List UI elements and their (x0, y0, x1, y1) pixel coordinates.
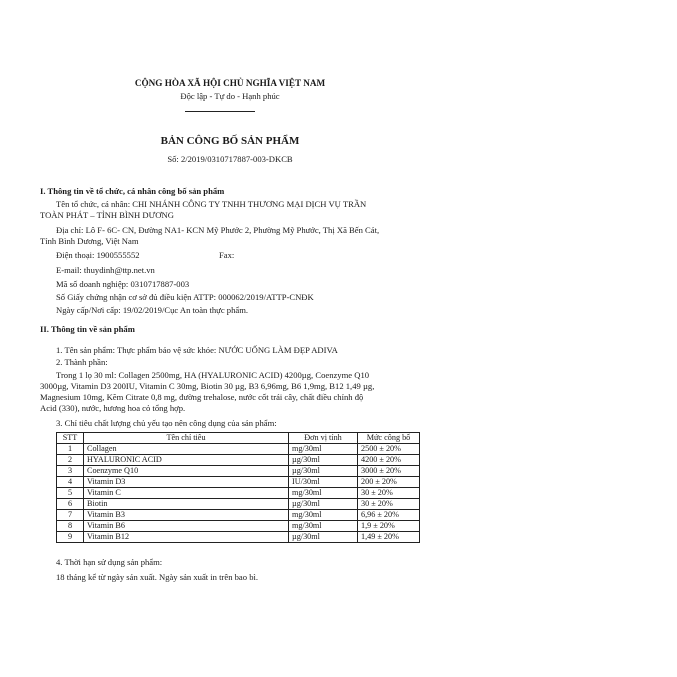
nation-header: CỘNG HÒA XÃ HỘI CHỦ NGHĨA VIỆT NAM (134, 78, 326, 88)
cell-stt: 8 (57, 521, 84, 532)
header-stt: STT (57, 433, 84, 444)
cell-level: 6,96 ± 20% (358, 510, 420, 521)
org-line-2: TOÀN PHÁT – TỈNH BÌNH DƯƠNG (40, 210, 174, 220)
cell-level: 200 ± 20% (358, 477, 420, 488)
cell-unit: µg/30ml (289, 532, 358, 543)
cell-name: Coenzyme Q10 (84, 466, 289, 477)
address-line-1: Địa chỉ: Lô F- 6C- CN, Đường NA1- KCN Mỹ Phước 2, Phường Mỹ Phước, Thị Xã Bến Cát, (56, 225, 380, 235)
cell-unit: IU/30ml (289, 477, 358, 488)
header-name: Tên chỉ tiêu (84, 433, 289, 444)
cell-name: Vitamin D3 (84, 477, 289, 488)
cell-name: Collagen (84, 444, 289, 455)
certificate: Số Giấy chứng nhận cơ sở đủ điều kiện ATTP: 000062/2019/ATTP-CNĐK (56, 292, 314, 302)
header-divider (185, 111, 255, 112)
table-row (57, 521, 420, 532)
document-title: BẢN CÔNG BỐ SẢN PHẨM (160, 135, 300, 147)
cell-level: 30 ± 20% (358, 499, 420, 510)
cell-name: Vitamin B6 (84, 521, 289, 532)
cell-level: 30 ± 20% (358, 488, 420, 499)
tax-code: Mã số doanh nghiệp: 0310717887-003 (56, 279, 190, 289)
cell-level: 3000 ± 20% (358, 466, 420, 477)
quality-table (56, 432, 420, 543)
motto: Độc lập - Tự do - Hạnh phúc (180, 91, 280, 101)
cell-name: Vitamin C (84, 488, 289, 499)
cell-stt: 9 (57, 532, 84, 543)
product-name: 1. Tên sản phẩm: Thực phẩm bảo vệ sức khỏe: NƯỚC UỐNG LÀM ĐẸP ADIVA (56, 345, 338, 355)
ingredients-line-1: Trong 1 lọ 30 ml: Collagen 2500mg, HA (HYALURONIC ACID) 4200µg, Coenzyme Q10 (56, 370, 370, 380)
cell-stt: 7 (57, 510, 84, 521)
cell-stt: 3 (57, 466, 84, 477)
cell-stt: 5 (57, 488, 84, 499)
cell-unit: µg/30ml (289, 499, 358, 510)
cell-level: 2500 ± 20% (358, 444, 420, 455)
ingredients-line-2: 3000µg, Vitamin D3 200IU, Vitamin C 30mg, Biotin 30 µg, B3 6,96mg, B6 1,9mg, B12 1,49 µg, (40, 381, 375, 391)
table-row (57, 477, 420, 488)
cell-name: Vitamin B3 (84, 510, 289, 521)
section1-heading: I. Thông tin về tổ chức, cá nhân công bố sản phẩm (40, 186, 225, 196)
cell-level: 1,9 ± 20% (358, 521, 420, 532)
table-row (57, 455, 420, 466)
header-level: Mức công bố (358, 433, 420, 444)
cell-stt: 2 (57, 455, 84, 466)
cell-level: 4200 ± 20% (358, 455, 420, 466)
shelf-life-label: 4. Thời hạn sử dụng sản phẩm: (56, 557, 163, 567)
quality-label: 3. Chỉ tiêu chất lượng chủ yếu tạo nên công dụng của sản phẩm: (56, 418, 277, 428)
cell-name: Vitamin B12 (84, 532, 289, 543)
header-unit: Đơn vị tính (289, 433, 358, 444)
cell-unit: mg/30ml (289, 510, 358, 521)
fax: Fax: (219, 250, 235, 260)
section2-heading: II. Thông tin về sản phẩm (40, 324, 135, 334)
table-row (57, 510, 420, 521)
cell-unit: mg/30ml (289, 488, 358, 499)
table-row (57, 499, 420, 510)
table-row (57, 466, 420, 477)
cell-name: HYALURONIC ACID (84, 455, 289, 466)
cell-name: Biotin (84, 499, 289, 510)
cell-level: 1,49 ± 20% (358, 532, 420, 543)
cell-unit: µg/30ml (289, 466, 358, 477)
phone: Điện thoại: 1900555552 (56, 250, 140, 260)
table-row (57, 532, 420, 543)
cell-unit: mg/30ml (289, 444, 358, 455)
ingredients-line-4: Acid (330), nước, hương hoa cỏ tổng hợp. (40, 403, 186, 413)
table-row (57, 444, 420, 455)
cell-stt: 6 (57, 499, 84, 510)
cell-stt: 4 (57, 477, 84, 488)
cell-unit: µg/30ml (289, 455, 358, 466)
address-line-2: Tỉnh Bình Dương, Việt Nam (40, 236, 139, 246)
org-line-1: Tên tổ chức, cá nhân: CHI NHÁNH CÔNG TY TNHH THƯƠNG MẠI DỊCH VỤ TRẦN (56, 199, 367, 209)
ingredients-label: 2. Thành phần: (56, 357, 108, 367)
table-row (57, 488, 420, 499)
cell-stt: 1 (57, 444, 84, 455)
issued-date-place: Ngày cấp/Nơi cấp: 19/02/2019/Cục An toàn thực phẩm. (56, 305, 249, 315)
email: E-mail: thuydinh@ttp.net.vn (56, 265, 155, 275)
ingredients-line-3: Magnesium 10mg, Kẽm Citrate 0,8 mg, đường trehalose, nước cốt trái cây, chất điều chỉnh độ (40, 392, 364, 402)
shelf-life: 18 tháng kể từ ngày sản xuất. Ngày sản xuất in trên bao bì. (56, 572, 259, 582)
table-header-row (57, 433, 420, 444)
cell-unit: mg/30ml (289, 521, 358, 532)
document-number: Số: 2/2019/0310717887-003-DKCB (167, 154, 293, 164)
